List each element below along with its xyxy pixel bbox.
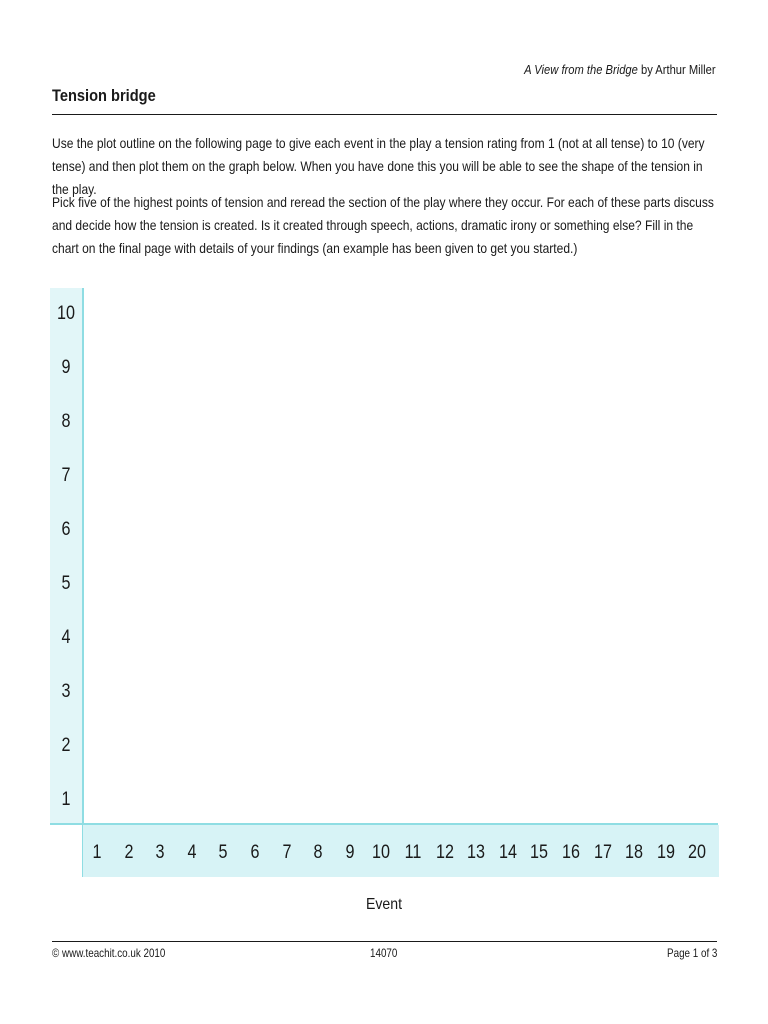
footer-divider [52, 941, 717, 942]
y-tick-label: 10 [57, 303, 75, 324]
footer-copyright: © www.teachit.co.uk 2010 [52, 946, 166, 960]
y-tick-label: 7 [61, 465, 71, 486]
x-tick-label: 19 [656, 842, 675, 863]
x-tick-label: 10 [372, 842, 391, 863]
y-tick-label: 5 [61, 573, 71, 594]
x-tick-label: 20 [688, 842, 707, 863]
x-axis-title: Event [365, 896, 402, 913]
x-tick-label: 8 [313, 842, 323, 863]
y-axis [50, 288, 84, 824]
x-tick-label: 9 [345, 842, 355, 863]
x-tick-label: 4 [187, 842, 197, 863]
y-tick-label: 6 [61, 519, 71, 540]
instructions-paragraph-1: Use the plot outline on the following page to give each event in the play a tension rating from 1 (not at all tense) to 10 (very tense) and then plot them on the graph below. When you have done this you will be able to see the shape of the tension in the play. [52, 135, 705, 197]
x-tick-label: 3 [155, 842, 165, 863]
y-tick-label: 3 [61, 681, 71, 702]
x-tick-label: 16 [562, 842, 580, 863]
x-tick-label: 17 [593, 842, 612, 863]
x-tick-label: 1 [92, 842, 102, 863]
book-title: A View from the Bridge [524, 62, 639, 77]
x-tick-label: 18 [625, 842, 644, 863]
page-title: Tension bridge [52, 86, 156, 105]
plot-area[interactable] [84, 288, 718, 823]
instructions-paragraph-2: Pick five of the highest points of tension and reread the section of the play where they occur. For each of these parts discuss and decide how the tension is created. Is it created through speech, actions, dramatic irony or something else? Fill in the chart on the final page with details of your findings (an example has been given to get you started.) [52, 194, 714, 256]
x-tick-label: 2 [124, 842, 134, 863]
y-tick-label: 2 [61, 735, 71, 756]
y-tick-label: 4 [61, 627, 71, 648]
title-divider [52, 114, 717, 115]
x-axis [82, 825, 719, 877]
x-tick-label: 5 [218, 842, 228, 863]
y-tick-label: 8 [61, 411, 71, 432]
y-tick-label: 1 [61, 789, 71, 810]
book-attribution [525, 62, 716, 77]
x-tick-label: 13 [467, 842, 486, 863]
footer-page-number: Page 1 of 3 [666, 946, 717, 960]
x-tick-label: 6 [250, 842, 260, 863]
y-tick-label: 9 [61, 357, 71, 378]
x-tick-label: 12 [435, 842, 454, 863]
author-byline: by Arthur Miller [638, 62, 716, 77]
x-tick-label: 15 [530, 842, 549, 863]
x-tick-label: 7 [282, 842, 292, 863]
footer-code: 14070 [370, 946, 398, 960]
x-tick-label: 11 [404, 842, 422, 863]
x-tick-label: 14 [498, 842, 517, 863]
